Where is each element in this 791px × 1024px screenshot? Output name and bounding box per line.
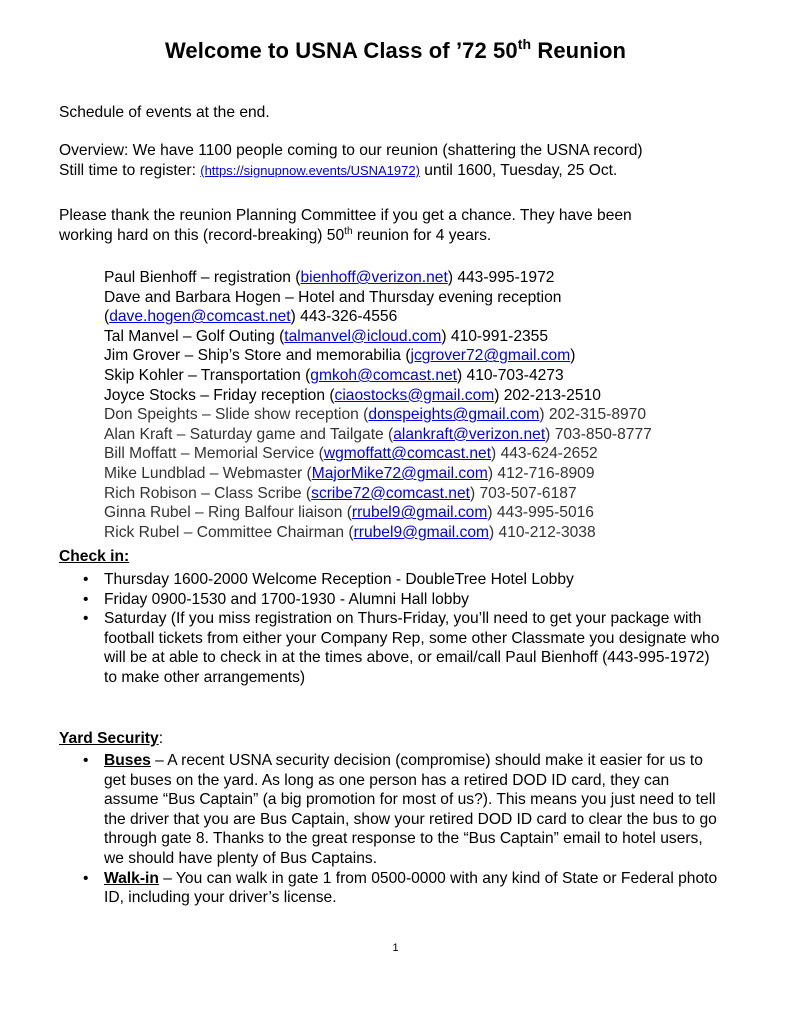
member-role: Alan Kraft – Saturday game and Tailgate ( [104,425,394,443]
thanks-text: working hard on this (record-breaking) 50 [59,227,345,244]
committee-member [104,425,652,445]
committee-member [104,307,652,327]
member-phone: ) 703-507-6187 [469,484,577,502]
checkin-item [83,590,723,610]
member-role: Tal Manvel – Golf Outing ( [104,327,285,345]
member-role: Paul Bienhoff – registration ( [104,269,301,286]
member-email-link[interactable]: donspeights@gmail.com [368,406,540,424]
committee-list [104,268,652,542]
title-text-end: Reunion [531,38,627,63]
member-role: Mike Lundblad – Webmaster ( [104,464,312,482]
committee-member [104,366,652,386]
member-phone: ) 443-995-1972 [447,269,555,286]
overview-line-2 [59,161,617,180]
committee-member [104,464,652,484]
member-email-link[interactable]: talmanvel@icloud.com [284,327,442,345]
thanks-line-1: Please thank the reunion Planning Committee if you get a chance. They have been [59,207,632,224]
member-role: Joyce Stocks – Friday reception ( [104,386,335,404]
member-role: Rich Robison – Class Scribe ( [104,484,312,502]
member-role: ( [104,308,110,326]
committee-member [104,268,652,288]
member-phone: ) [570,347,576,365]
member-email-link[interactable]: bienhoff@verizon.net [300,269,448,286]
bullet-icon: • [83,590,89,608]
checkin-item [83,570,723,590]
yard-security-item [83,869,723,908]
register-deadline: until 1600, Tuesday, 25 Oct. [419,162,618,179]
member-email-link[interactable]: rrubel9@gmail.com [353,523,490,541]
yard-security-item-text: – You can walk in gate 1 from 0500-0000 with any kind of State or Federal photo ID, including your driver’s license. [104,869,718,907]
member-role: Skip Kohler – Transportation ( [104,366,311,384]
yard-security-item-label: Buses [104,752,151,769]
yard-security-heading [59,729,163,748]
committee-member [104,523,652,543]
member-role: Dave and Barbara Hogen – Hotel and Thursday evening reception [104,288,562,306]
member-phone: ) 410-703-4273 [457,366,564,384]
checkin-heading: Check in: [59,548,130,565]
title-superscript: th [517,36,532,52]
committee-member [104,484,652,504]
checkin-item [83,609,723,687]
checkin-list [83,570,723,688]
member-email-link[interactable]: gmkoh@comcast.net [310,366,457,384]
member-role: Ginna Rubel – Ring Balfour liaison ( [104,504,352,522]
checkin-item-text: Saturday (If you miss registration on Thurs-Friday, you’ll need to get your package with football tickets from either your Company Rep, some other Classmate you designate who will be at able to check in at the times above, or email/call Paul Bienhoff (443-995-1972) to make other arrangements) [104,610,720,686]
member-role: Bill Moffatt – Memorial Service ( [104,445,324,463]
committee-member [104,327,652,347]
member-email-link[interactable]: rrubel9@gmail.com [351,504,488,522]
member-phone: ) 443-995-5016 [487,504,594,522]
member-email-link[interactable]: MajorMike72@gmail.com [311,464,488,482]
member-phone: ) 443-326-4556 [290,308,398,326]
member-phone: ) 703-850-8777 [545,425,652,443]
register-link[interactable]: (https://signupnow.events/USNA1972) [200,163,420,178]
member-phone: ) 410-212-3038 [489,523,596,541]
bullet-icon: • [83,752,89,769]
bullet-icon: • [83,571,89,588]
member-phone: ) 443-624-2652 [491,445,598,463]
bullet-icon: • [83,610,89,628]
member-role: Don Speights – Slide show reception ( [104,406,369,424]
member-phone: ) 202-213-2510 [494,386,601,404]
overview-line-1: Overview: We have 1100 people coming to our reunion (shattering the USNA record) [59,142,643,159]
yard-security-item-label: Walk-in [104,869,159,887]
yard-security-list [83,751,723,908]
yard-security-item-text: – A recent USNA security decision (compromise) should make it easier for us to get buses on the yard. As long as one person has a retired DOD ID card, they can assume “Bus Captain” (a big promotion for most of us?). This means you just need to tell the driver that you are Bus Captain, show your retired DOD ID card to clear the bus to go through gate 8. Thanks to the great response to the “Bus Captain” email to hotel users, we should have plenty of Bus Captains. [104,752,717,867]
checkin-item-text: Friday 0900-1530 and 1700-1930 - Alumni Hall lobby [104,590,469,608]
member-phone: ) 410-991-2355 [441,327,549,345]
page-title [0,38,791,64]
committee-member [104,386,652,406]
member-phone: ) 412-716-8909 [487,464,595,482]
checkin-item-text: Thursday 1600-2000 Welcome Reception - DoubleTree Hotel Lobby [104,571,574,588]
yard-security-title: Yard Security [59,730,159,747]
committee-member [104,503,652,523]
page-number: 1 [392,942,399,954]
register-label: Still time to register: [59,162,201,179]
member-email-link[interactable]: ciaostocks@gmail.com [334,386,495,404]
member-role: Rick Rubel – Committee Chairman ( [104,523,354,541]
bullet-icon: • [83,869,89,887]
committee-member [104,346,652,366]
schedule-note: Schedule of events at the end. [59,104,270,121]
title-text: Welcome to USNA Class of ’72 50 [164,38,518,63]
thanks-superscript: th [344,226,353,237]
committee-member [104,288,652,308]
member-email-link[interactable]: alankraft@verizon.net [393,425,546,443]
member-email-link[interactable]: dave.hogen@comcast.net [109,308,291,326]
committee-member [104,405,652,425]
member-phone: ) 202-315-8970 [539,406,647,424]
member-email-link[interactable]: jcgrover72@gmail.com [410,347,571,365]
committee-member [104,444,652,464]
member-email-link[interactable]: wgmoffatt@comcast.net [323,445,492,463]
thanks-text-end: reunion for 4 years. [352,227,492,244]
yard-security-item [83,751,723,869]
member-role: Jim Grover – Ship’s Store and memorabilia ( [104,347,411,365]
thanks-line-2 [59,226,491,245]
yard-security-colon: : [158,730,164,747]
member-email-link[interactable]: scribe72@comcast.net [311,484,470,502]
